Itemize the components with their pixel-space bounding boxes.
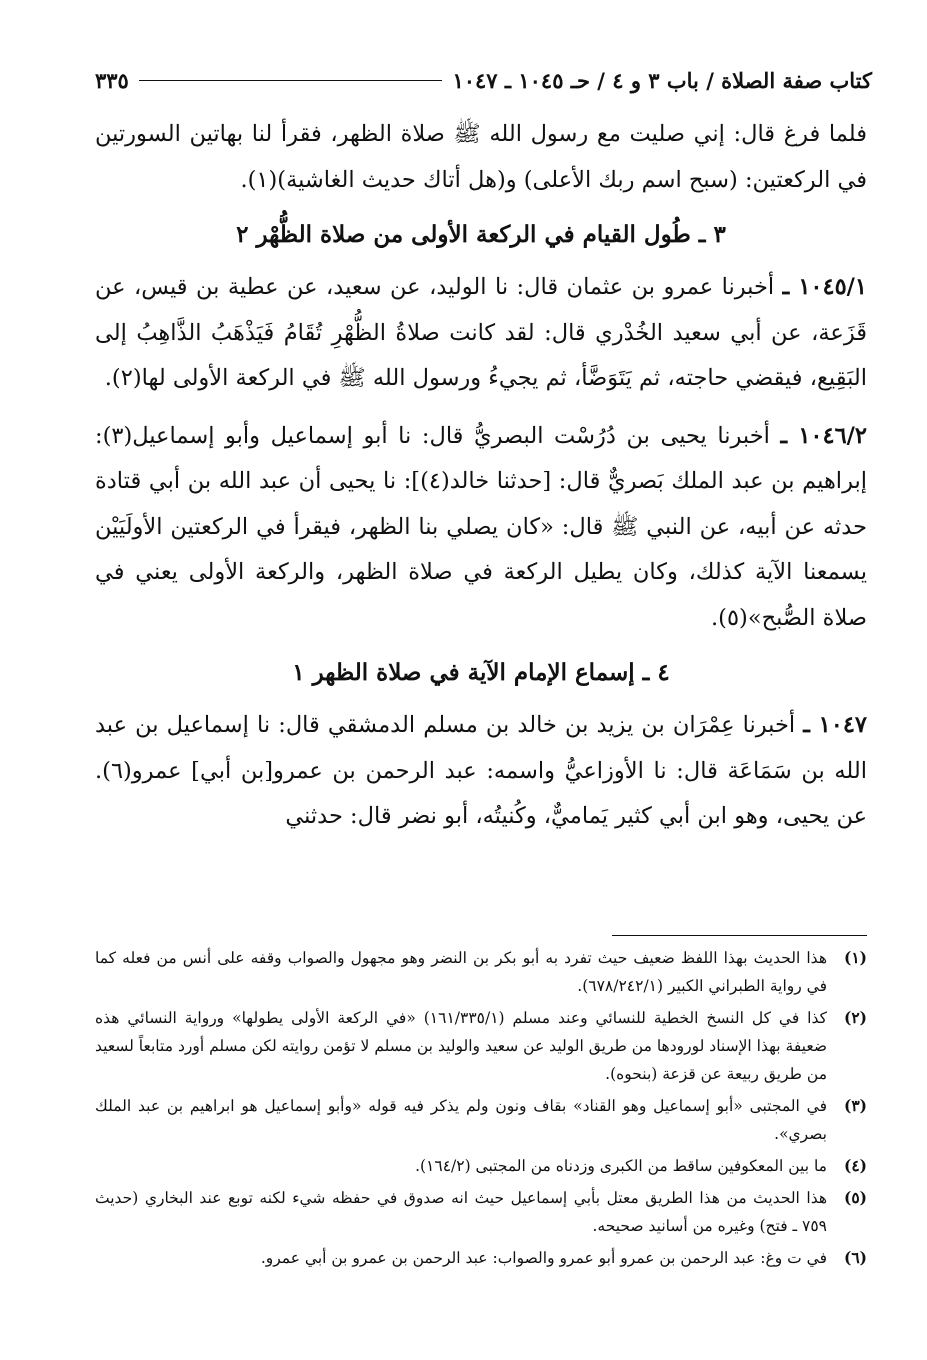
footnote-mark: (٢): [843, 1008, 867, 1027]
main-text: [95, 112, 867, 840]
footnote-mark: (٤): [843, 1156, 867, 1175]
hadith-number: ١٠٤٥/١ ـ: [782, 274, 867, 300]
footnote-mark: (١): [843, 948, 867, 967]
section-heading-3: ٣ ـ طُول القيام في الركعة الأولى من صلاة الظُّهْر ٢: [236, 221, 726, 248]
footnote: [95, 1184, 867, 1240]
footnote-text: هذا الحديث من هذا الطريق معتل بأبي إسماعيل حيث انه صدوق في حفظه شيء لكنه توبع عند البخاري (حديث ٧٥٩ ـ فتح) وغيره من أسانيد صحيحه.: [95, 1189, 827, 1235]
hadith-1046: [95, 414, 867, 642]
hadith-1045: [95, 265, 867, 402]
footnote: [95, 1092, 867, 1148]
footnote-text: ما بين المعكوفين ساقط من الكبرى وزدناه من المجتبى (١٦٤/٢).: [415, 1157, 827, 1175]
hadith-1047: [95, 703, 867, 840]
footnote-text: هذا الحديث بهذا اللفظ ضعيف حيث تفرد به أبو بكر بن النضر وهو مجهول والصواب وقفه على أنس من فعله كما في رواية الطبراني الكبير (٦٧٨/٢٤٢/١).: [95, 949, 827, 995]
footnote-rule: [612, 935, 867, 936]
footnotes: [95, 935, 867, 1276]
hadith-text: أخبرنا عِمْرَان بن يزيد بن خالد بن مسلم الدمشقي قال: نا إسماعيل بن عبد الله بن سَمَاعَة قال: نا الأوزاعيُّ واسمه: عبد الرحمن بن عمرو[بن أبي] عمرو(٦). عن يحيى، وهو ابن أبي كثير يَماميٌّ، وكُنيتُه، أبو نضر قال: حدثني: [95, 712, 867, 829]
footnote: [95, 944, 867, 1000]
footnote-mark: (٣): [843, 1096, 867, 1115]
hadith-number: ١٠٤٧ ـ: [803, 712, 867, 738]
footnote: [95, 1152, 867, 1180]
header-rule: [139, 80, 443, 81]
footnote-mark: (٦): [843, 1248, 867, 1267]
header-title: كتاب صفة الصلاة / باب ٣ و ٤ / حـ ١٠٤٥ ـ ١٠٤٧: [452, 67, 872, 93]
hadith-text: أخبرنا يحيى بن دُرُسْت البصريُّ قال: نا أبو إسماعيل وأبو إسماعيل(٣): إبراهيم بن عبد الملك بَصريٌّ قال: [حدثنا خالد(٤)]: نا يحيى أن عبد الله بن أبي قتادة حدثه عن أبيه، عن النبي ﷺ قال: «كان يصلي بنا الظهر، فيقرأ في الركعتين الأولَيَيْن يسمعنا الآية كذلك، وكان يطيل الركعة في صلاة الظهر، والركعة الأولى يعني في صلاة الصُّبح»(٥).: [95, 422, 867, 631]
footnote-mark: (٥): [843, 1188, 867, 1207]
footnote-text: كذا في كل النسخ الخطية للنسائي وعند مسلم (١٦١/٣٣٥/١) «في الركعة الأولى يطولها» ورواية النسائي هذه ضعيفة بهذا الإسناد لورودها من طريق الوليد عن سعيد والوليد بن مسلم لا تؤمن روايته لكن مسلم أورد متابعاً لسعيد من طريق ربيعة عن قزعة (بنحوه).: [95, 1009, 827, 1083]
hadith-text: أخبرنا عمرو بن عثمان قال: نا الوليد، عن سعيد، عن عطية بن قيس، عن قَزَعة، عن أبي سعيد الخُدْري قال: لقد كانت صلاةُ الظُّهْرِ تُقَامُ فَيَذْهَبُ الذَّاهِبُ إلى البَقِيع، فيقضي حاجته، ثم يَتَوَضَّأ، ثم يجيءُ ورسول الله ﷺ في الركعة الأولى لها(٢).: [95, 274, 867, 391]
section-heading-4: ٤ ـ إسماع الإمام الآية في صلاة الظهر ١: [292, 659, 670, 686]
footnote-text: في ت وغ: عبد الرحمن بن عمرو أبو عمرو والصواب: عبد الرحمن بن عمرو بن أبي عمرو.: [260, 1249, 827, 1267]
footnote: [95, 1244, 867, 1272]
footnote-text: في المجتبى «أبو إسماعيل وهو القناد» بقاف ونون ولم يذكر فيه قوله «وأبو إسماعيل هو ابراهيم بن عبد الملك بصري».: [95, 1097, 827, 1143]
running-header: [95, 62, 872, 98]
paragraph-continuation: فلما فرغ قال: إني صليت مع رسول الله ﷺ صلاة الظهر، فقرأ لنا بهاتين السورتين في الركعتين: (سبح اسم ربك الأعلى) و(هل أتاك حديث الغاشية)(١).: [95, 121, 867, 193]
footnote: [95, 1004, 867, 1088]
hadith-number: ١٠٤٦/٢ ـ: [780, 422, 867, 449]
page-number: ٣٣٥: [95, 67, 129, 93]
